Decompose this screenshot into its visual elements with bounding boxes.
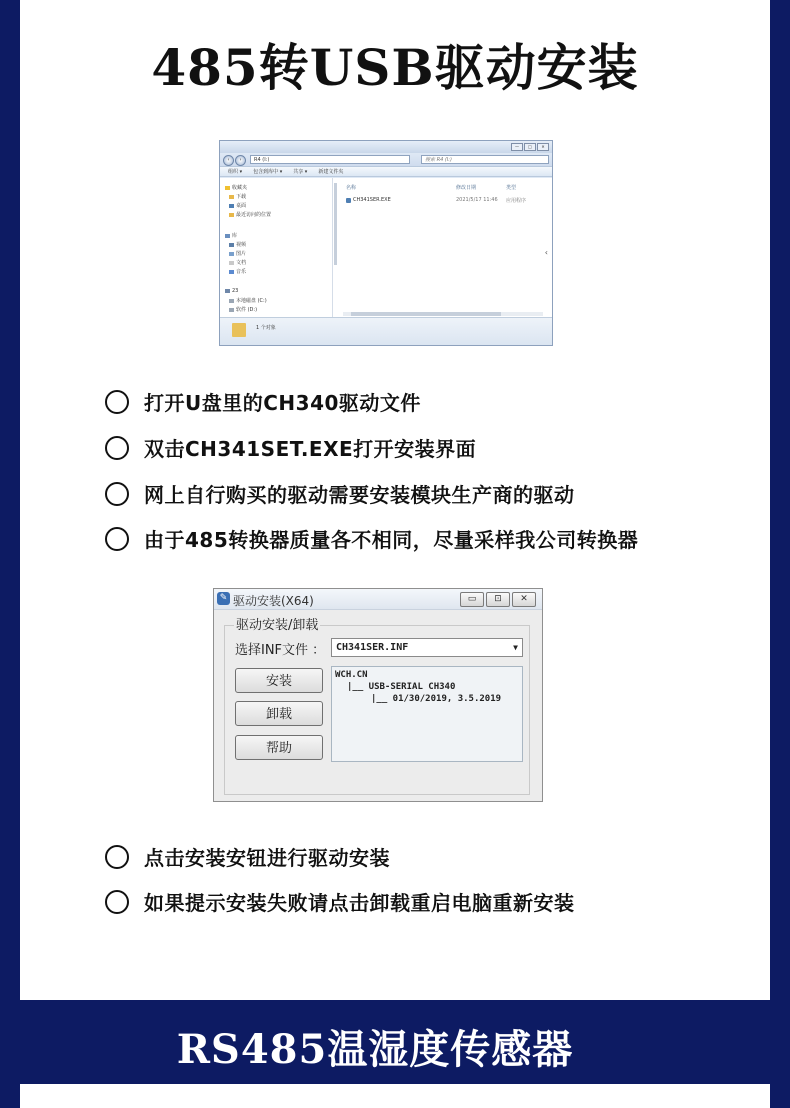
close-button[interactable]: ✕ bbox=[537, 143, 549, 151]
minimize-button[interactable]: — bbox=[511, 143, 523, 151]
nav-item-recent[interactable]: 最近访问的位置 bbox=[229, 211, 271, 218]
circle-icon bbox=[105, 390, 129, 414]
circle-icon bbox=[105, 482, 129, 506]
column-header-type[interactable]: 类型 bbox=[506, 185, 517, 191]
step-item bbox=[105, 842, 390, 871]
nav-item-libraries[interactable]: 库 bbox=[225, 232, 237, 239]
horizontal-scrollbar[interactable] bbox=[343, 312, 543, 316]
circle-icon bbox=[105, 890, 129, 914]
explorer-toolbar bbox=[220, 166, 552, 177]
folder-icon bbox=[229, 213, 234, 217]
footer-banner bbox=[0, 1000, 790, 1108]
step-text: 由于485转换器质量各不相同，尽量采样我公司转换器 bbox=[144, 528, 639, 552]
page-title: 485转USB驱动安装 bbox=[151, 38, 639, 97]
nav-item-drive-c[interactable]: 本地磁盘 (C:) bbox=[229, 297, 267, 304]
address-bar[interactable]: R4 (I:) bbox=[250, 155, 410, 164]
nav-item-music[interactable]: 音乐 bbox=[229, 268, 246, 275]
info-line: |__ USB-SERIAL CH340 bbox=[347, 682, 456, 692]
column-header-date[interactable]: 修改日期 bbox=[456, 185, 477, 191]
status-bar bbox=[220, 317, 552, 345]
nav-item-downloads[interactable]: 下载 bbox=[229, 193, 246, 200]
inf-select-label: 选择INF文件 ： bbox=[235, 643, 326, 658]
driver-info-panel bbox=[331, 666, 523, 762]
inf-file-select[interactable]: CH341SER.INF ▼ bbox=[331, 638, 523, 657]
step-item bbox=[105, 387, 421, 416]
folder-icon bbox=[232, 323, 246, 337]
navigation-pane bbox=[220, 178, 333, 320]
file-type: 应用程序 bbox=[506, 198, 527, 204]
file-date: 2021/5/17 11:46 bbox=[456, 197, 498, 203]
document-icon bbox=[229, 261, 234, 265]
dropdown-arrow-icon[interactable]: ▼ bbox=[513, 643, 518, 652]
picture-icon bbox=[229, 252, 234, 256]
nav-item-drive-d[interactable]: 软件 (D:) bbox=[229, 306, 257, 313]
driver-install-dialog bbox=[213, 588, 543, 802]
nav-item-videos[interactable]: 视频 bbox=[229, 241, 246, 248]
desktop-icon bbox=[229, 204, 234, 208]
uninstall-button[interactable]: 卸载 bbox=[235, 701, 323, 726]
video-icon bbox=[229, 243, 234, 247]
file-explorer-window bbox=[219, 140, 553, 346]
forward-icon[interactable]: › bbox=[235, 155, 246, 166]
drive-icon bbox=[229, 308, 234, 312]
maximize-button[interactable]: □ bbox=[524, 143, 536, 151]
address-row bbox=[220, 153, 552, 166]
frame-left-border bbox=[0, 0, 20, 1000]
back-icon[interactable]: ‹ bbox=[223, 155, 234, 166]
nav-item-documents[interactable]: 文档 bbox=[229, 259, 246, 266]
drive-icon bbox=[229, 299, 234, 303]
step-text: 如果提示安装失败请点击卸载重启电脑重新安装 bbox=[144, 891, 575, 915]
nav-item-computer[interactable]: 23 bbox=[225, 288, 238, 294]
circle-icon bbox=[105, 436, 129, 460]
star-icon bbox=[225, 186, 230, 190]
share-menu[interactable]: 共享 ▾ bbox=[293, 169, 308, 175]
search-input[interactable]: 搜索 R4 (I:) bbox=[421, 155, 549, 164]
dialog-titlebar bbox=[214, 589, 542, 610]
step-item bbox=[105, 479, 575, 508]
group-label: 驱动安装/卸载 bbox=[234, 614, 320, 633]
step-text: 打开U盘里的CH340驱动文件 bbox=[144, 391, 421, 415]
minimize-button[interactable]: ▭ bbox=[460, 592, 484, 607]
nav-scrollbar[interactable] bbox=[334, 183, 337, 265]
library-icon bbox=[225, 234, 230, 238]
computer-icon bbox=[225, 289, 230, 293]
column-header-name[interactable]: 名称 bbox=[346, 185, 357, 191]
nav-item-desktop[interactable]: 桌面 bbox=[229, 202, 246, 209]
help-button[interactable]: 帮助 bbox=[235, 735, 323, 760]
info-line: |__ 01/30/2019, 3.5.2019 bbox=[371, 694, 502, 704]
circle-icon bbox=[105, 845, 129, 869]
nav-item-pictures[interactable]: 图片 bbox=[229, 250, 246, 257]
step-text: 点击安装安钮进行驱动安装 bbox=[144, 846, 390, 870]
organize-menu[interactable]: 组织 ▾ bbox=[228, 169, 243, 175]
status-text: 1 个对象 bbox=[256, 325, 276, 331]
music-icon bbox=[229, 270, 234, 274]
info-line: WCH.CN bbox=[335, 670, 368, 680]
application-icon bbox=[346, 198, 351, 203]
chevron-left-icon[interactable]: ‹ bbox=[544, 248, 548, 257]
frame-right-border bbox=[770, 0, 790, 1000]
include-library-menu[interactable]: 包含到库中 ▾ bbox=[253, 169, 283, 175]
step-item bbox=[105, 524, 638, 553]
dialog-title: 驱动安装(X64) bbox=[233, 594, 314, 608]
new-folder-button[interactable]: 新建文件夹 bbox=[318, 169, 344, 175]
file-row-ch341ser[interactable]: CH341SER.EXE bbox=[346, 197, 391, 203]
file-list bbox=[340, 178, 552, 320]
install-button[interactable]: 安装 bbox=[235, 668, 323, 693]
nav-item-favorites[interactable]: 收藏夹 bbox=[225, 184, 247, 191]
step-item bbox=[105, 887, 575, 916]
circle-icon bbox=[105, 527, 129, 551]
folder-icon bbox=[229, 195, 234, 199]
explorer-body bbox=[220, 178, 552, 320]
banner-white-strip bbox=[20, 1084, 770, 1108]
step-text: 双击CH341SET.EXE打开安装界面 bbox=[144, 437, 477, 461]
restore-button[interactable]: ⊡ bbox=[486, 592, 510, 607]
app-logo-icon: ✎ bbox=[217, 592, 230, 605]
close-button[interactable]: ✕ bbox=[512, 592, 536, 607]
step-item bbox=[105, 433, 476, 462]
footer-banner-title: RS485温湿度传感器 bbox=[176, 1026, 574, 1073]
step-text: 网上自行购买的驱动需要安装模块生产商的驱动 bbox=[144, 483, 575, 507]
explorer-titlebar bbox=[220, 141, 552, 153]
